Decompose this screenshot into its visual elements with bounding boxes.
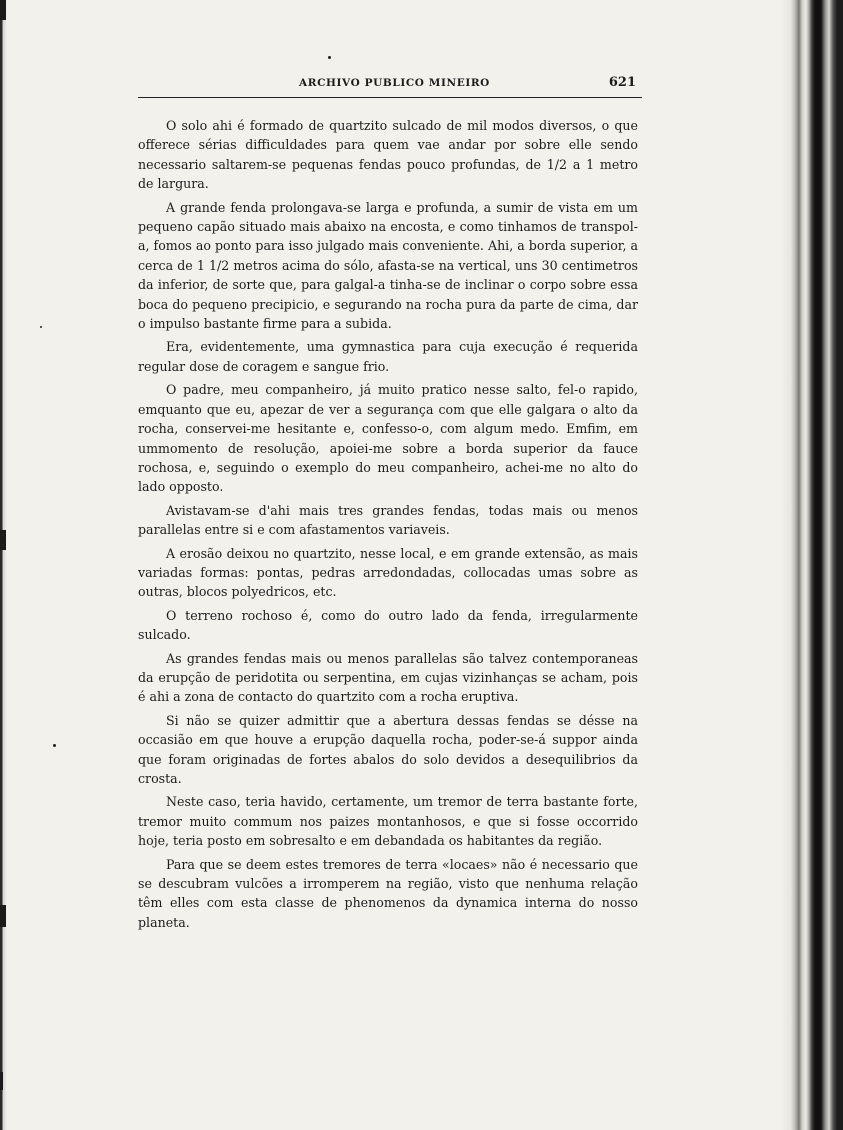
- paragraph: Para que se deem estes tremores de terra «locaes» não é necessario que se descubram vulcões a irromperem na região, visto que nenhuma relação têm elles com esta classe de phenomenos da dynamica interna do nosso planeta.: [138, 856, 638, 930]
- paragraph: O padre, meu companheiro, já muito pratico nesse salto, fel-o rapido, emquanto que eu, apezar de ver a segurança com que elle galgara o alto da rocha, conservei-me hesitante e, confesso-o, com algum medo. Emfim, em ummomento de resolução, apoiei-me sobre a borda superior da fauce rochosa, e, seguindo o exemplo do meu companheiro, achei-me no alto do lado opposto.: [138, 382, 638, 495]
- scan-speck: [328, 56, 331, 59]
- paragraph: A erosão deixou no quartzito, nesse local, e em grande extensão, as mais variadas formas: pontas, pedras arredondadas, collocadas umas sobre as outras, blocos polyedricos, etc.: [138, 545, 638, 600]
- paragraph: Si não se quizer admittir que a abertura dessas fendas se désse na occasião em que houve a erupção daquella rocha, poder-se-á suppor ainda que foram originadas de fortes abalos do solo devidos a desequilibrios da crosta.: [138, 712, 638, 786]
- left-scan-mark: [0, 1072, 3, 1090]
- paragraph: Era, evidentemente, uma gymnastica para cuja execução é requerida regular dose de coragem e sangue frio.: [138, 339, 638, 374]
- paragraph: Avistavam-se d'ahi mais tres grandes fendas, todas mais ou menos parallelas entre si e com afastamentos variaveis.: [138, 502, 638, 538]
- paragraph: O solo ahi é formado de quartzito sulcado de mil modos diversos, o que offerece sérias difficuldades para quem vae andar por sobre elle sendo necessario saltarem-se pequenas fendas pouco profundas, de 1/2 a 1 metro de largura.: [138, 118, 638, 192]
- paragraph: O terreno rochoso é, como do outro lado da fenda, irregularmente sulcado.: [138, 607, 638, 643]
- paragraph: Neste caso, teria havido, certamente, um tremor de terra bastante forte, tremor muito commum nos paizes montanhosos, e que si fosse occorrido hoje, teria posto em sobresalto e em debandada os habitantes da região.: [138, 794, 638, 849]
- right-scan-edge: [781, 0, 843, 1130]
- page-header: [138, 74, 642, 96]
- paragraph: A grande fenda prolongava-se larga e profunda, a sumir de vista em um pequeno capão situado mais abaixo na encosta, e como tinhamos de transpol-a, fomos ao ponto para isso julgado mais conveniente. Ahi, a borda superior, a cerca de 1 1/2 metros acima do sólo, afasta-se na vertical, uns 30 centimetros da inferior, de sorte que, para galgal-a tinha-se de inclinar o corpo sobre essa boca do pequeno precipicio, e segurando na rocha pura da parte de cima, dar o impulso bastante firme para a subida.: [138, 199, 638, 332]
- body-text: [138, 116, 638, 936]
- left-scan-mark: [0, 0, 6, 20]
- paragraph: As grandes fendas mais ou menos parallelas são talvez contemporaneas da erupção de peridotita ou serpentina, em cujas vizinhanças se acham, pois é ahi a zona de contacto do quartzito com a rocha eruptiva.: [138, 650, 638, 705]
- left-scan-mark: [0, 530, 6, 550]
- left-scan-edge: [0, 0, 7, 1130]
- left-scan-mark: [0, 905, 6, 927]
- page-number: 621: [608, 75, 636, 90]
- scan-speck: [40, 326, 42, 328]
- header-rule: [138, 97, 642, 98]
- scan-speck: [53, 744, 56, 747]
- running-head: ARCHIVO PUBLICO MINEIRO: [299, 77, 490, 89]
